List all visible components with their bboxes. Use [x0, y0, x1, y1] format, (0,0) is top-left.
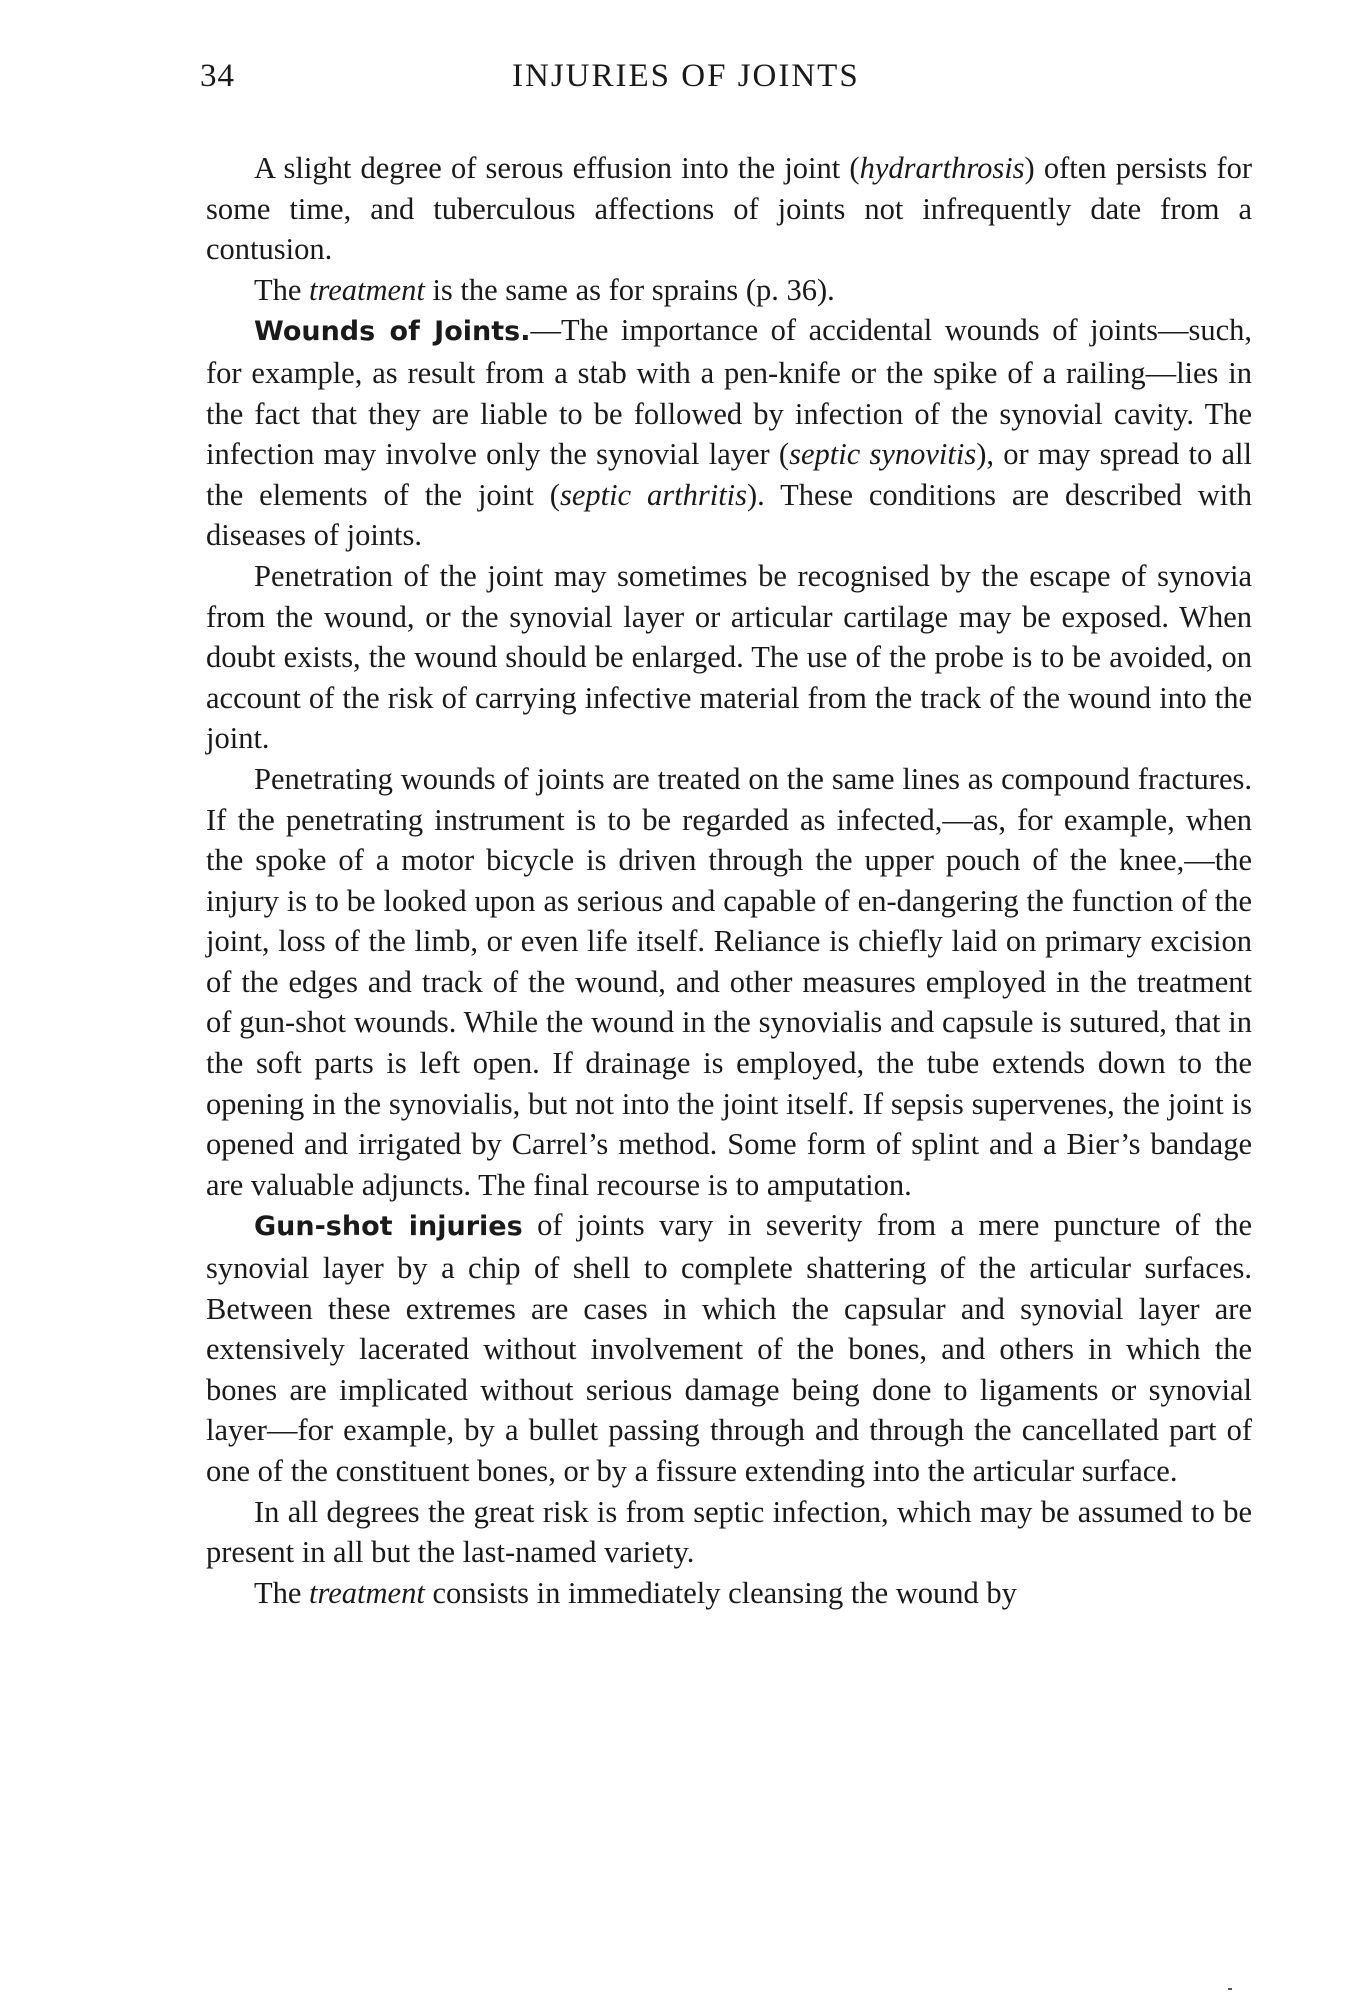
section-heading-gun-shot-injuries: Gun-shot injuries	[254, 1211, 523, 1243]
paragraph-gun-shot-injuries	[206, 1205, 1252, 1491]
paragraph-contusion-effects	[206, 148, 1252, 270]
paragraph-wounds-of-joints	[206, 310, 1252, 556]
text-run: Penetrating wounds of joints are treated on the same lines as compound fractures. If the penetrating instrument is to be regarded as infected,—as, for example, when the spoke of a motor bicycle is driven through the upper pouch of the knee,—the injury is to be looked upon as serious and capable of en-dangering the function of the joint, loss of the limb, or even life itself. Reliance is chiefly laid on primary excision of the edges and track of the wound, and other measures employed in the treatment of gun-shot wounds. While the wound in the synovialis and capsule is sutured, that in the soft parts is left open. If drainage is employed, the tube extends down to the opening in the synovialis, but not into the joint itself. If sepsis supervenes, the joint is opened and irrigated by Carrel’s method. Some form of splint and a Bier’s bandage are valuable adjuncts. The final recourse is to amputation.	[206, 761, 1252, 1202]
text-run: ) often persists for some time, and tuberculous affections of joints not infrequently date from a contusion.	[206, 151, 1252, 267]
italic-term: septic arthritis	[559, 477, 748, 512]
paragraph-treatment-cleansing	[206, 1573, 1252, 1614]
section-heading-wounds-of-joints: Wounds of Joints.	[254, 316, 531, 348]
page-number: 34	[200, 58, 235, 94]
paragraph-penetrating-wounds-treatment	[206, 759, 1252, 1206]
text-run: ), or may spread to all the elements of the joint (	[206, 437, 1252, 512]
body-text	[206, 148, 1252, 1613]
text-run: In all degrees the great risk is from septic infection, which may be assumed to be present in all but the last-named variety.	[206, 1494, 1252, 1570]
paragraph-treatment-reference	[206, 270, 1252, 311]
running-head	[200, 58, 1250, 98]
text-run: The	[254, 1575, 310, 1610]
text-run: A slight degree of serous effusion into the joint (	[254, 151, 860, 185]
running-title: INJURIES OF JOINTS	[512, 58, 860, 94]
text-run: Penetration of the joint may sometimes be recognised by the escape of synovia from the wound, or the synovial layer or articular cartilage may be exposed. When doubt exists, the wound should be enlarged. The use of the probe is to be avoided, on account of the risk of carrying infective material from the track of the wound into the joint.	[206, 558, 1252, 756]
text-run: —The importance of accidental wounds of joints—such, for example, as result from a stab with a pen-knife or the spike of a railing—lies in the fact that they are liable to be followed by infection of the synovial cavity. The infection may involve only the synovial layer (	[206, 313, 1252, 472]
text-run: of joints vary in severity from a mere puncture of the synovial layer by a chip of shell to complete shattering of the articular surfaces. Between these extremes are cases in which the capsular and synovial layer are extensively lacerated without involvement of the bones, and others in which the bones are implicated without serious damage being done to ligaments or synovial layer—for example, by a bullet passing through and through the cancellated part of one of the constituent bones, or by a fissure extending into the articular surface.	[206, 1208, 1252, 1488]
text-run: The	[254, 272, 310, 307]
italic-term: hydrarthrosis	[859, 151, 1025, 185]
italic-term: treatment	[309, 272, 425, 307]
text-run: consists in immediately cleansing the wound by	[424, 1575, 1017, 1610]
italic-term: treatment	[309, 1575, 425, 1610]
text-run: ). These conditions are described with diseases of joints.	[206, 477, 1252, 553]
text-run: is the same as for sprains (p. 36).	[424, 272, 835, 307]
italic-term: septic synovitis	[789, 437, 977, 472]
paragraph-septic-risk	[206, 1492, 1252, 1573]
paragraph-penetration-diagnosis	[206, 556, 1252, 759]
scan-speck	[1228, 1988, 1232, 1990]
